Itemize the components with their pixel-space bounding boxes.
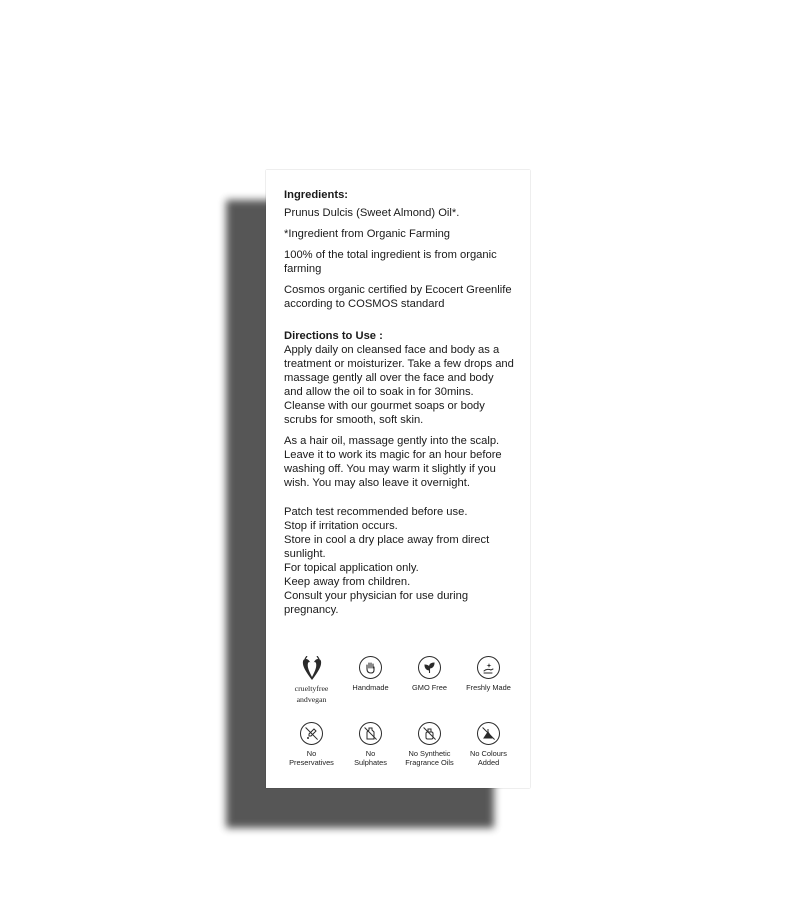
badge-label-line: No Synthetic: [408, 749, 451, 758]
badge-label: [470, 749, 507, 767]
badge-label: [289, 749, 334, 767]
badge-row: [282, 722, 518, 767]
badge-no-sulphates: [341, 722, 400, 767]
leaf-icon: [418, 656, 441, 679]
sparkle-hand-icon: [477, 656, 500, 679]
badge-handmade: [341, 656, 400, 704]
badge-grid: [282, 656, 522, 767]
ingredient-line: 100% of the total ingredient is from organic farming: [284, 249, 497, 275]
badge-label: crueltyfree: [294, 684, 329, 693]
hand-icon: [359, 656, 382, 679]
directions-paragraph: Apply daily on cleansed face and body as a treatment or moisturizer. Take a few drops and massage gently all over the face and body and allow the oil to soak in for 30mins. Cleanse with our gourmet soaps or body scrubs for smooth, soft skin.: [284, 344, 514, 426]
ingredient-line: Prunus Dulcis (Sweet Almond) Oil*.: [284, 207, 460, 219]
badge-cruelty-free: [282, 656, 341, 704]
precautions-list: [284, 505, 514, 617]
precaution-item: Patch test recommended before use.: [284, 506, 468, 518]
badge-label-line: Added: [477, 758, 500, 767]
badge-label-line: No Colours: [470, 749, 507, 758]
product-box-back-panel: [266, 170, 530, 788]
directions-paragraph: As a hair oil, massage gently into the scalp. Leave it to work its magic for an hour before washing off. You may warm it slightly if you wish. You may also leave it overnight.: [284, 435, 502, 489]
badge-label-line: No: [365, 749, 376, 758]
precaution-item: Consult your physician for use during pregnancy.: [284, 590, 469, 616]
no-colour-icon: [477, 722, 500, 745]
cruelty-free-vegan-icon: [300, 656, 324, 682]
badge-no-colours: [459, 722, 518, 767]
no-bottle-icon: [359, 722, 382, 745]
badge-no-synthetic-fragrance: [400, 722, 459, 767]
precaution-item: Store in cool a dry place away from direct sunlight.: [284, 534, 490, 560]
no-fragrance-icon: [418, 722, 441, 745]
ingredients-heading: Ingredients:: [284, 189, 349, 201]
ingredient-line: Cosmos organic certified by Ecocert Greenlife according to COSMOS standard: [284, 284, 512, 310]
badge-label-line: Preservatives: [289, 758, 334, 767]
badge-label-line: Sulphates: [354, 758, 387, 767]
directions-heading: Directions to Use :: [284, 330, 383, 342]
badge-label: [354, 749, 387, 767]
badge-no-preservatives: [282, 722, 341, 767]
precaution-item: Stop if irritation occurs.: [284, 520, 398, 532]
badge-label-line: No: [306, 749, 317, 758]
badge-gmo-free: [400, 656, 459, 704]
precaution-item: Keep away from children.: [284, 576, 411, 588]
badge-freshly-made: [459, 656, 518, 704]
badge-label-line: Fragrance Oils: [405, 758, 454, 767]
badge-label: andvegan: [296, 695, 327, 704]
badge-label: Handmade: [352, 683, 389, 692]
badge-label: GMO Free: [412, 683, 447, 692]
ingredient-line: *Ingredient from Organic Farming: [284, 228, 451, 240]
badge-label: Freshly Made: [466, 683, 511, 692]
precaution-item: For topical application only.: [284, 562, 419, 574]
badge-label: [405, 749, 453, 767]
badge-row: [282, 656, 518, 704]
no-dropper-icon: [300, 722, 323, 745]
